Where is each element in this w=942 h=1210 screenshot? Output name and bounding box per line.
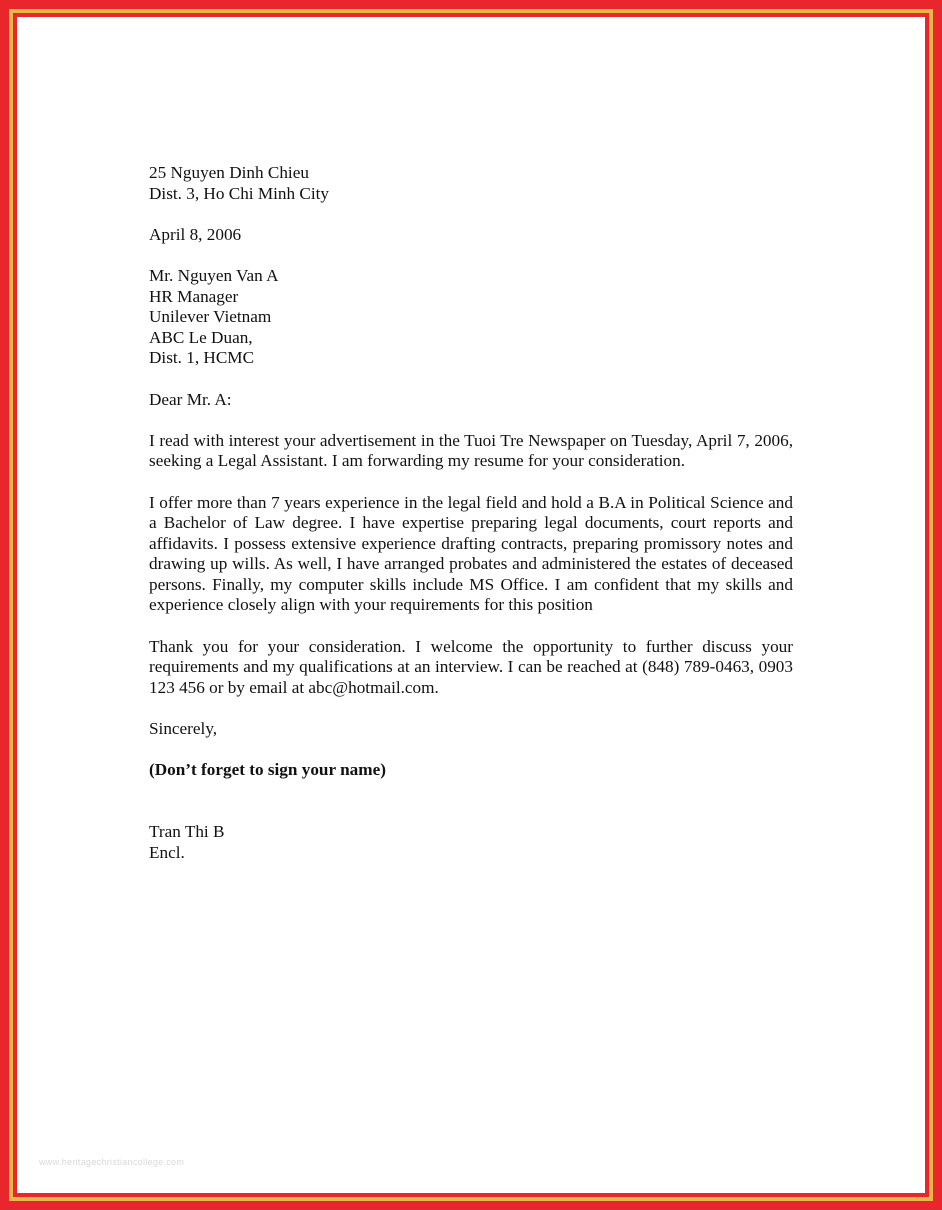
sender-address-line2: Dist. 3, Ho Chi Minh City — [149, 183, 330, 203]
recipient-district: Dist. 1, HCMC — [149, 348, 255, 368]
signer-name: Tran Thi B — [149, 822, 225, 841]
recipient-title: HR Manager — [149, 286, 239, 306]
sender-address — [149, 163, 793, 204]
sender-address-line1: 25 Nguyen Dinh Chieu — [149, 163, 309, 182]
recipient-name: Mr. Nguyen Van A — [149, 265, 279, 285]
recipient-company: Unilever Vietnam — [149, 307, 272, 327]
cover-letter — [149, 163, 793, 863]
body-paragraph: I read with interest your advertisement in the Tuoi Tre Newspaper on Tuesday, April 7, 2006, seeking a Legal Assistant. I am forwarding my resume for your consideration. — [149, 430, 793, 471]
watermark: www.heritagechristiancollege.com — [39, 1157, 185, 1167]
recipient-street: ABC Le Duan, — [149, 327, 253, 347]
salutation: Dear Mr. A: — [149, 389, 232, 409]
letter-page — [17, 17, 925, 1193]
recipient-block — [149, 266, 793, 369]
body-paragraph: Thank you for your consideration. I welcome the opportunity to further discuss your requirements and my qualifications at an interview. I can be reached at (848) 789-0463, 0903 123 456 or by email at abc@hotmail.com. — [149, 636, 793, 697]
letter-date: April 8, 2006 — [149, 224, 242, 244]
closing: Sincerely, — [149, 719, 218, 739]
body-paragraph: I offer more than 7 years experience in the legal field and hold a B.A in Political Science and a Bachelor of Law degree. I have expertise preparing legal documents, court reports and affidavits. I possess extensive experience drafting contracts, preparing promissory notes and drawing up wills. As well, I have arranged probates and administered the estates of deceased persons. Finally, my computer skills include MS Office. I am confident that my skills and experience closely align with your requirements for this position — [149, 492, 793, 615]
signature-note: (Don’t forget to sign your name) — [149, 760, 386, 780]
enclosure-note: Encl. — [149, 842, 185, 862]
